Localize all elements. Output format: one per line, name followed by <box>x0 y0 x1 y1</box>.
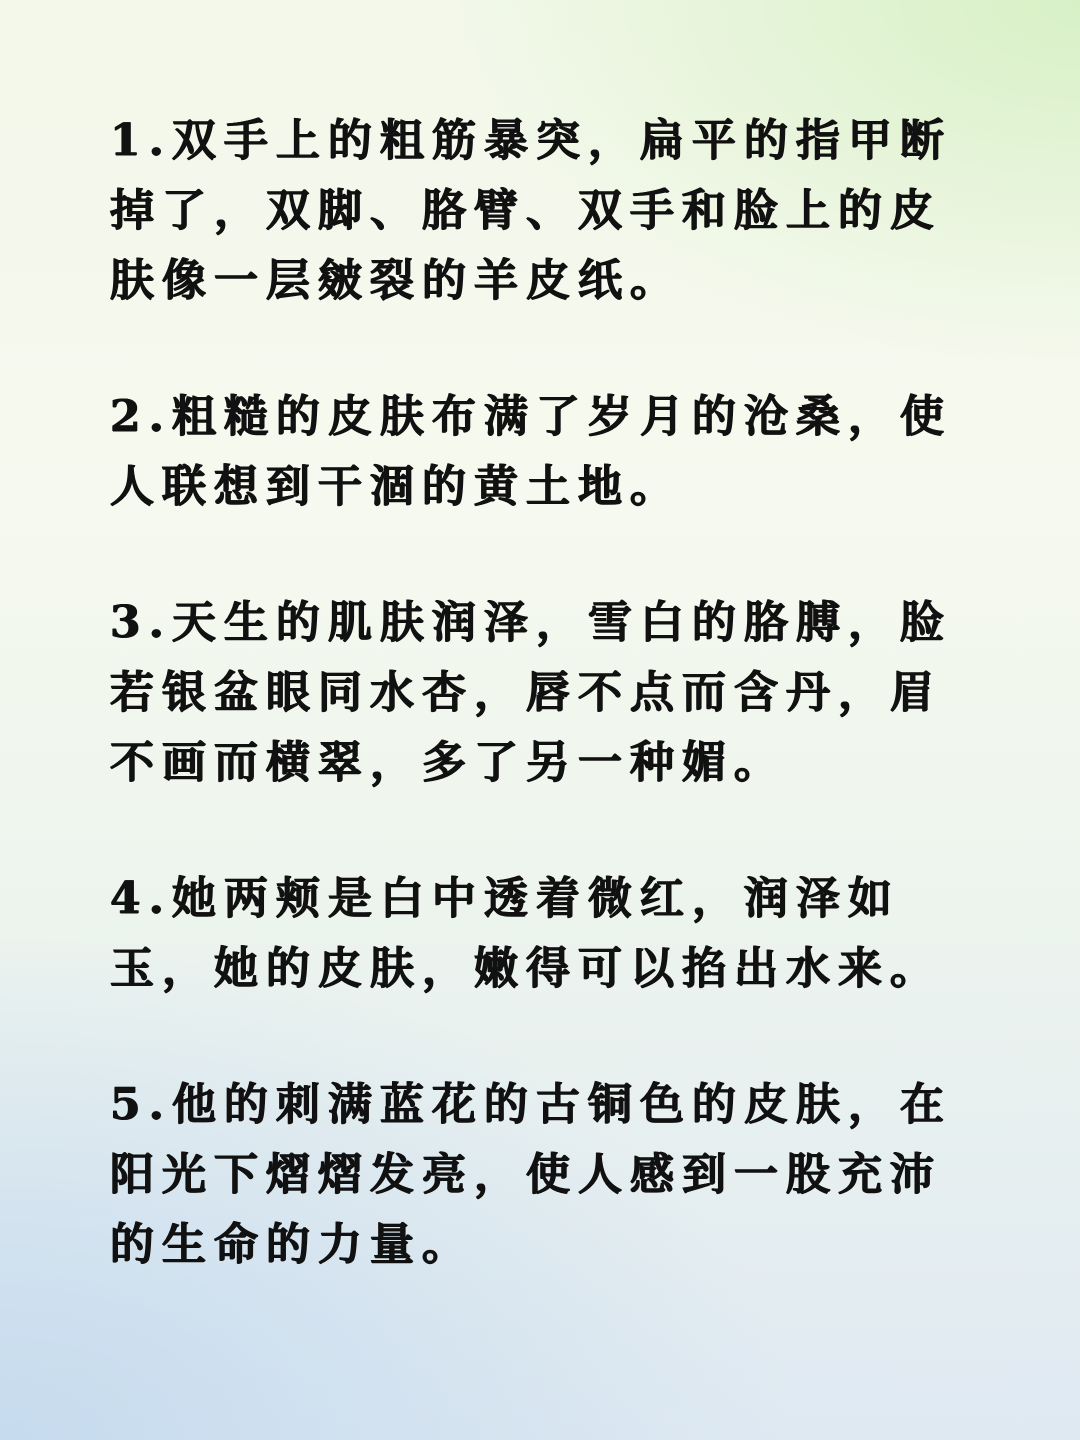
paragraph-5: 5.他的刺满蓝花的古铜色的皮肤，在阳光下熠熠发亮，使人感到一股充沛的生命的力量。 <box>110 1079 952 1270</box>
paragraph-4: 4.她两颊是白中透着微红，润泽如玉，她的皮肤，嫩得可以掐出水来。 <box>110 873 942 994</box>
paragraph-1: 1.双手上的粗筋暴突，扁平的指甲断掉了，双脚、胳臂、双手和脸上的皮肤像一层皴裂的羊皮纸。 <box>110 115 952 306</box>
paragraph-3: 3.天生的肌肤润泽，雪白的胳膊，脸若银盆眼同水杏，唇不点而含丹，眉不画而横翠，多了另一种媚。 <box>110 597 952 788</box>
paragraph-2: 2.粗糙的皮肤布满了岁月的沧桑，使人联想到干涸的黄土地。 <box>110 391 952 512</box>
document-body <box>110 106 970 1280</box>
